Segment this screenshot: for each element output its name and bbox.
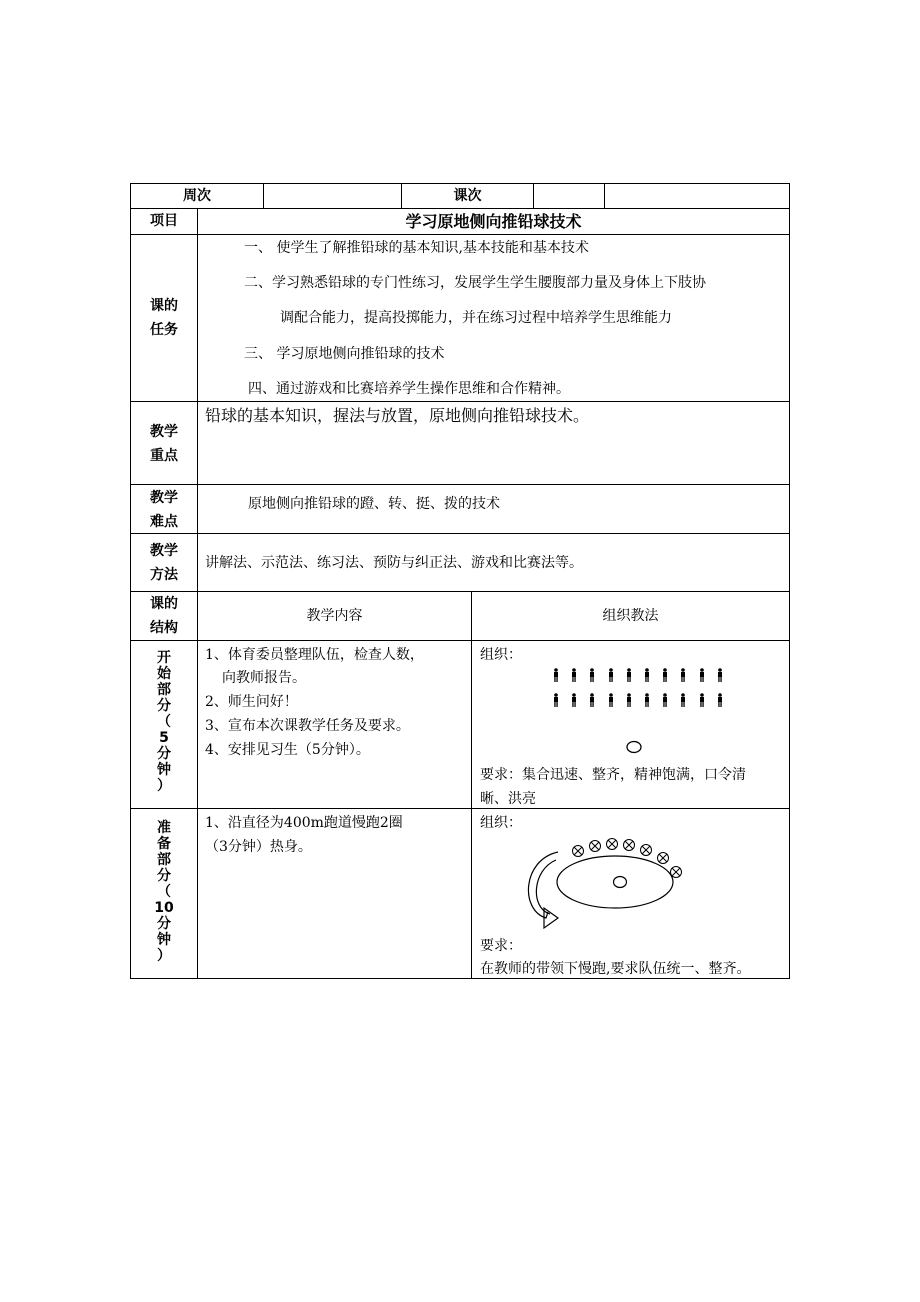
label-char: 5 xyxy=(159,730,169,746)
student-figure-icon xyxy=(717,668,723,682)
label-char: （ xyxy=(157,714,171,730)
label-char: 钟 xyxy=(157,932,171,948)
project-label: 项目 xyxy=(150,213,178,229)
grid-line xyxy=(130,533,790,534)
tasks-label-text: 课的任务 xyxy=(150,298,178,338)
lesson-value-cell[interactable] xyxy=(534,184,604,208)
project-title: 学习原地侧向推铅球技术 xyxy=(405,212,582,231)
grid-line xyxy=(789,183,790,979)
grid-line xyxy=(471,591,472,979)
student-figure-icon xyxy=(608,693,614,707)
student-figure-icon xyxy=(644,693,650,707)
label-char: 备 xyxy=(157,836,171,852)
structure-label xyxy=(131,592,197,640)
track-oval xyxy=(557,856,673,908)
prep-org-label: 组织： xyxy=(480,815,522,831)
key-points-label xyxy=(131,420,197,468)
student-figure-icon xyxy=(589,668,595,682)
label-char: （ xyxy=(157,884,171,900)
label-char: 钟 xyxy=(157,762,171,778)
task-item-2: 二、学习熟悉铅球的专门性练习，发展学生学生腰腹部力量及身体上下肢协 xyxy=(244,275,706,291)
grid-line xyxy=(130,591,790,592)
direction-arrow xyxy=(528,852,558,928)
prep-part-label xyxy=(131,820,197,964)
difficulties-text: 原地侧向推铅球的蹬、转、挺、拨的技术 xyxy=(248,496,500,512)
student-figure-icon xyxy=(571,693,577,707)
start-content-1-cont: 向教师报告。 xyxy=(222,670,306,686)
label-char: 分 xyxy=(157,868,171,884)
student-figure-icon xyxy=(553,668,559,682)
lesson-label: 课次 xyxy=(453,188,482,204)
label-char: 分 xyxy=(157,746,171,762)
teacher-marker xyxy=(625,740,643,754)
grid-line xyxy=(130,401,790,402)
start-content-2: 2、师生问好！ xyxy=(205,694,298,710)
student-figure-icon xyxy=(626,668,632,682)
prep-requirement-text: 在教师的带领下慢跑,要求队伍统一、整齐。 xyxy=(480,961,751,977)
prep-content-1-cont: （3分钟）热身。 xyxy=(205,839,312,855)
key-points-text: 铅球的基本知识，握法与放置，原地侧向推铅球技术。 xyxy=(205,406,590,425)
start-content-4: 4、安排见习生（5分钟）。 xyxy=(205,742,370,758)
label-char: ） xyxy=(157,778,171,794)
start-org-label: 组织： xyxy=(480,647,522,663)
tasks-label xyxy=(131,294,197,342)
task-item-2-cont: 调配合能力，提高投掷能力，并在练习过程中培养学生思维能力 xyxy=(280,310,672,326)
structure-label-text: 课的结构 xyxy=(150,596,178,636)
task-item-3: 三、 学习原地侧向推铅球的技术 xyxy=(244,346,445,362)
difficulties-label xyxy=(131,486,197,534)
lesson-extra-cell[interactable] xyxy=(605,184,789,208)
student-figure-icon xyxy=(589,693,595,707)
track-diagram xyxy=(520,832,700,932)
grid-line xyxy=(197,208,198,979)
label-char: 开 xyxy=(157,650,171,666)
task-item-1: 一、 使学生了解推铅球的基本知识,基本技能和基本技术 xyxy=(244,240,589,256)
label-char: 部 xyxy=(157,852,171,868)
start-requirement-2: 晰、洪亮 xyxy=(480,791,536,807)
key-points-label-text: 教学重点 xyxy=(150,424,178,464)
student-figure-icon xyxy=(571,668,577,682)
grid-line xyxy=(130,640,790,641)
label-char: 10 xyxy=(154,900,174,916)
grid-line xyxy=(130,808,790,809)
prep-content-1: 1、沿直径为400m跑道慢跑2圈 xyxy=(205,815,403,831)
methods-text: 讲解法、示范法、练习法、预防与纠正法、游戏和比赛法等。 xyxy=(205,555,583,571)
org-header: 组织教法 xyxy=(602,608,659,624)
label-char: 准 xyxy=(157,820,171,836)
student-figure-icon xyxy=(662,668,668,682)
methods-label-text: 教学方法 xyxy=(150,543,178,583)
student-figure-icon xyxy=(680,693,686,707)
label-char: 部 xyxy=(157,682,171,698)
student-figure-icon xyxy=(626,693,632,707)
start-part-label xyxy=(131,650,197,794)
week-value-cell[interactable] xyxy=(264,184,401,208)
student-figure-icon xyxy=(717,693,723,707)
difficulties-label-text: 教学难点 xyxy=(150,490,178,530)
content-header: 教学内容 xyxy=(306,608,363,624)
student-figure-icon xyxy=(699,668,705,682)
student-figure-icon xyxy=(699,693,705,707)
runner-markers xyxy=(573,839,682,878)
start-content-1: 1、体育委员整理队伍，检查人数， xyxy=(205,647,424,663)
label-char: 分 xyxy=(157,916,171,932)
start-requirement-1: 要求：集合迅速、整齐，精神饱满，口令清 xyxy=(480,767,746,783)
student-figure-icon xyxy=(680,668,686,682)
label-char: 始 xyxy=(157,666,171,682)
prep-requirement-label: 要求： xyxy=(480,938,522,954)
teacher-marker xyxy=(614,877,627,888)
methods-label xyxy=(131,539,197,587)
label-char: ） xyxy=(157,948,171,964)
student-figure-icon xyxy=(662,693,668,707)
start-content-3: 3、宣布本次课教学任务及要求。 xyxy=(205,718,410,734)
student-figure-icon xyxy=(608,668,614,682)
student-figure-icon xyxy=(644,668,650,682)
task-item-4: 四、通过游戏和比赛培养学生操作思维和合作精神。 xyxy=(248,381,570,397)
week-label: 周次 xyxy=(183,188,211,204)
grid-line xyxy=(130,234,790,235)
label-char: 分 xyxy=(157,698,171,714)
grid-line xyxy=(130,484,790,485)
student-figure-icon xyxy=(553,693,559,707)
